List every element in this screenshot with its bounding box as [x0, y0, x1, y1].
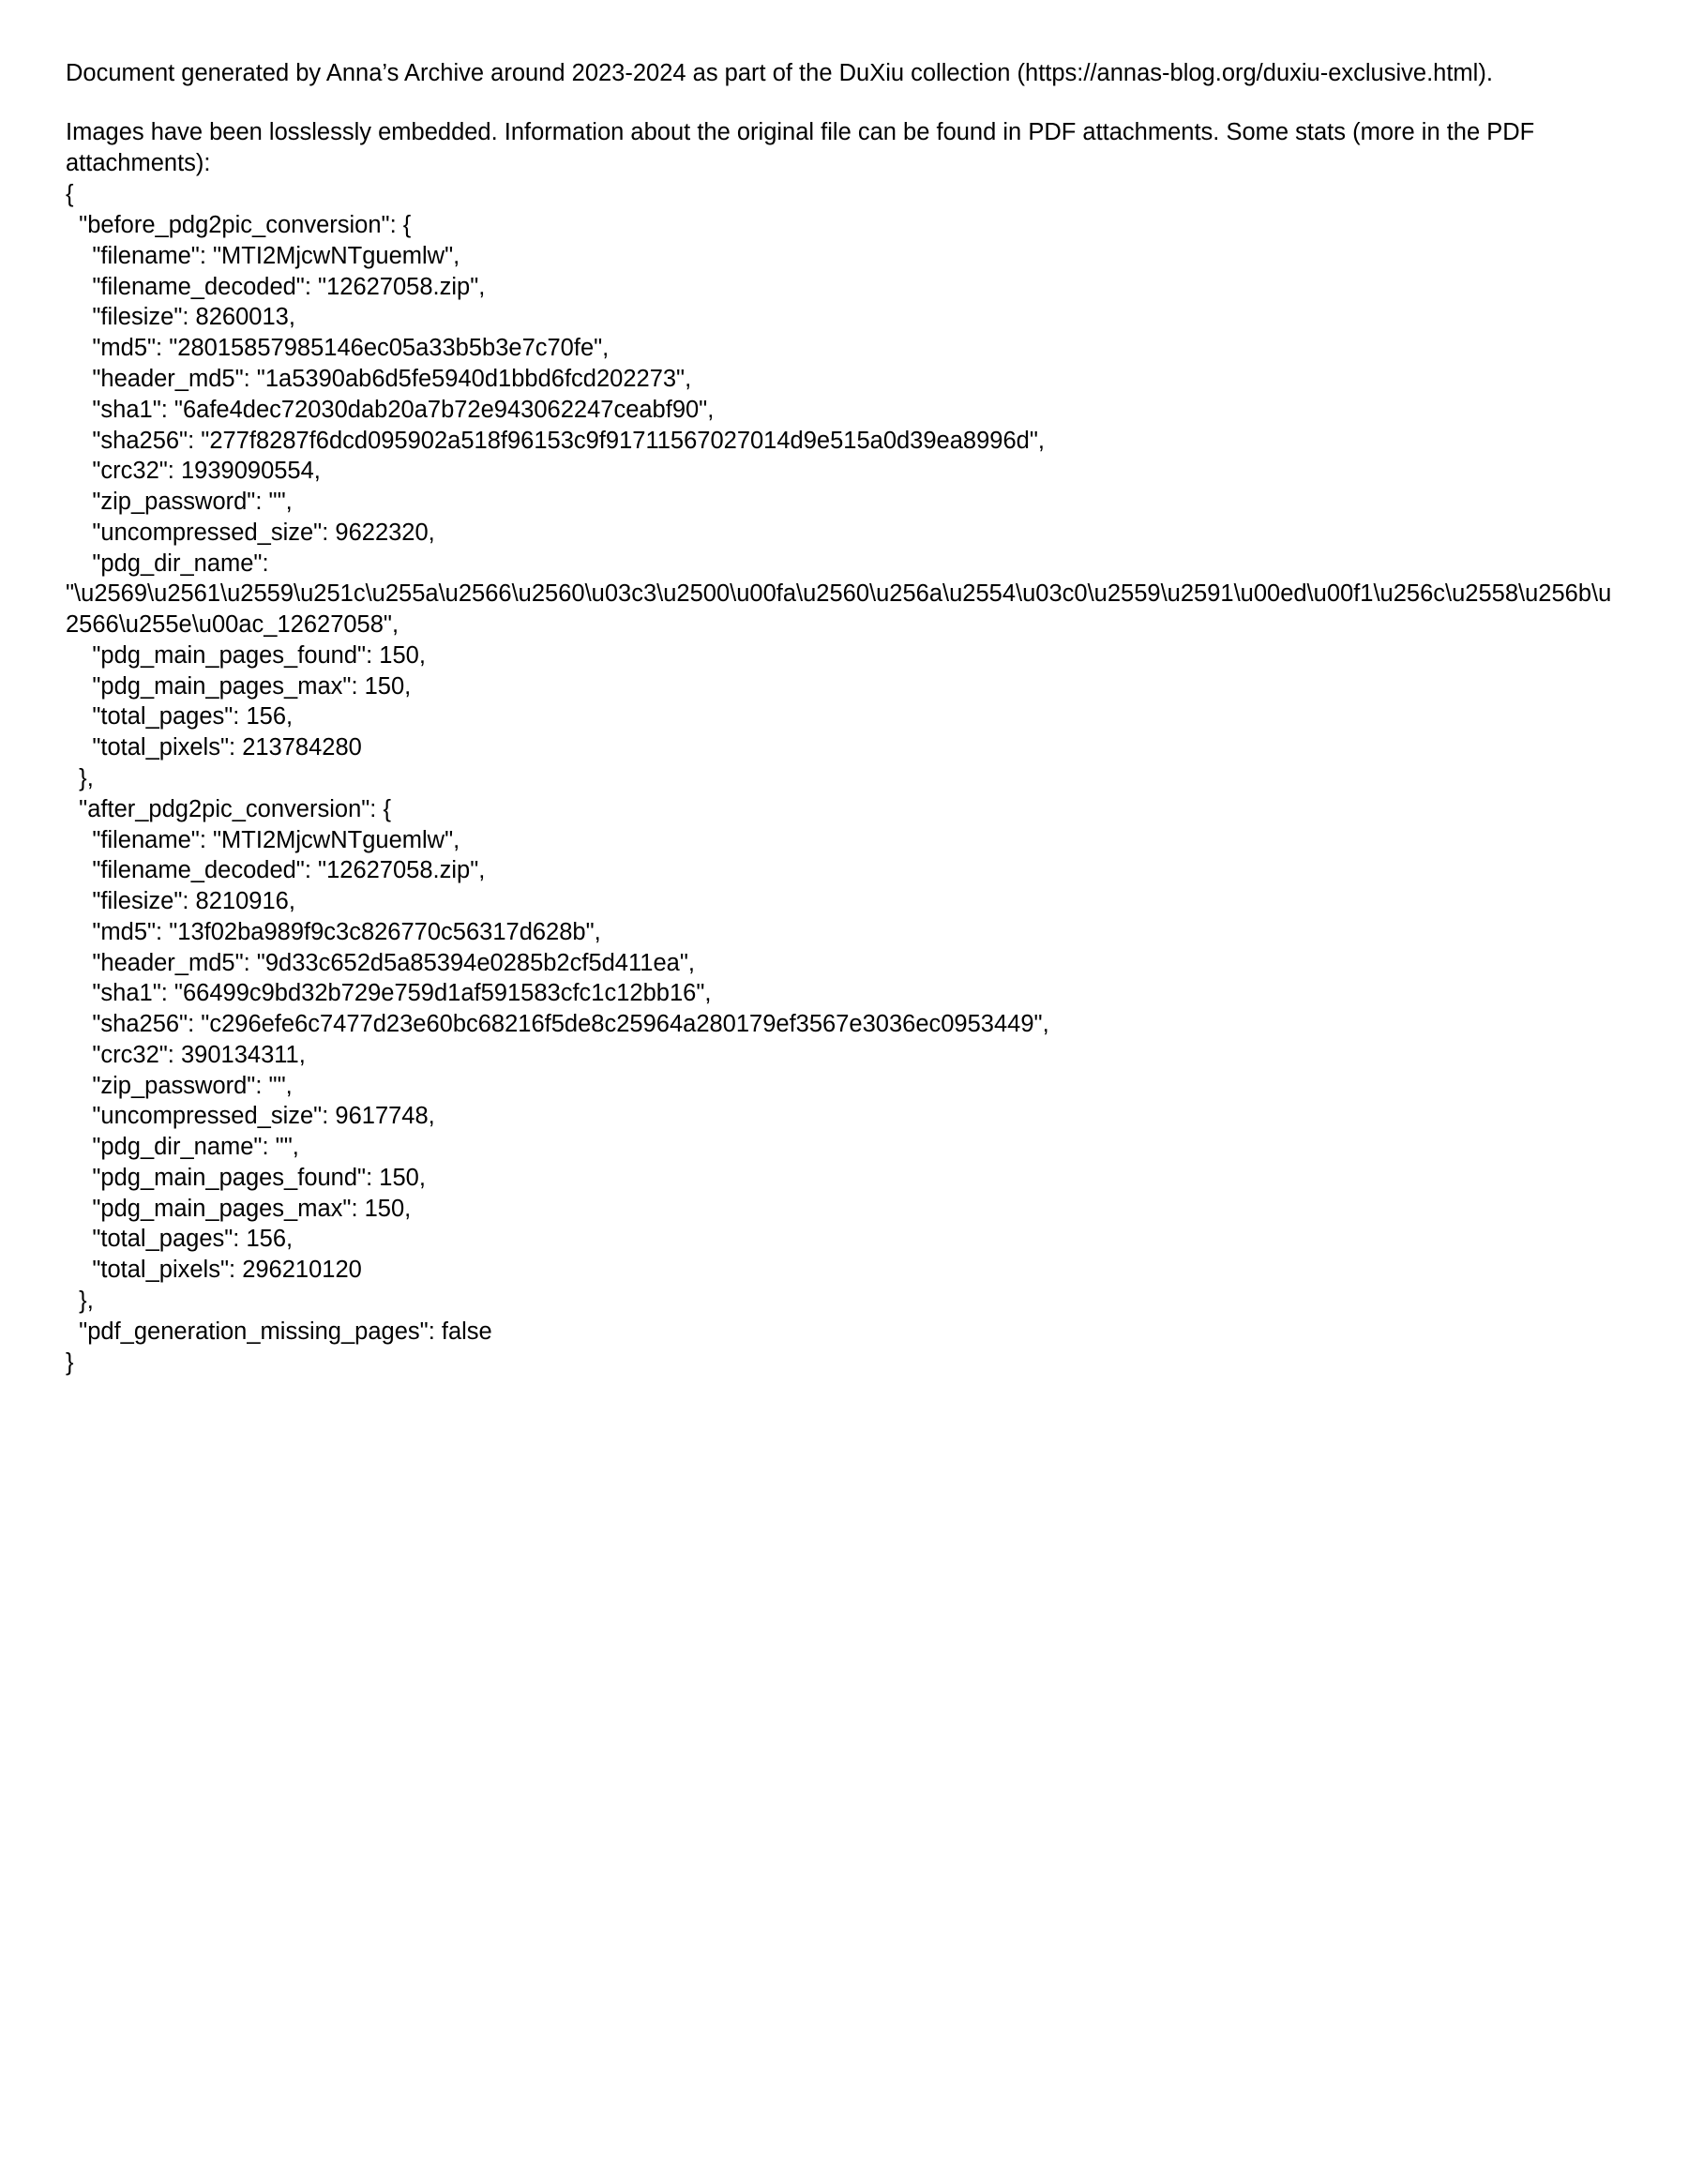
json-line: "total_pixels": 296210120	[66, 1257, 362, 1284]
intro-paragraph-embedded-images: Images have been losslessly embedded. Information about the original file can be found in PDF attachments. Some stats (more in the PDF attachments):	[66, 119, 1542, 177]
json-line: "header_md5": "9d33c652d5a85394e0285b2cf5d411ea",	[66, 949, 695, 976]
json-line: "before_pdg2pic_conversion": {	[66, 212, 412, 239]
intro-paragraph-generated-by: Document generated by Anna’s Archive around 2023-2024 as part of the DuXiu collection (https://annas-blog.org/duxiu-exclusive.html).	[66, 60, 1493, 86]
json-line: "md5": "13f02ba989f9c3c826770c56317d628b",	[66, 918, 601, 945]
json-line: "total_pages": 156,	[66, 1226, 294, 1253]
json-line: "pdg_dir_name": "",	[66, 1134, 299, 1161]
json-line: "zip_password": "",	[66, 489, 293, 516]
json-line: "zip_password": "",	[66, 1072, 293, 1099]
json-line: "pdg_main_pages_max": 150,	[66, 1195, 412, 1222]
json-line: },	[66, 1287, 94, 1314]
json-line: "pdf_generation_missing_pages": false	[66, 1318, 492, 1345]
json-line: "pdg_main_pages_found": 150,	[66, 1164, 426, 1191]
json-line: "sha256": "277f8287f6dcd095902a518f96153c9f91711567027014d9e515a0d39ea8996d",	[66, 427, 1045, 454]
json-line: "sha1": "66499c9bd32b729e759d1af591583cfc1c12bb16",	[66, 980, 712, 1007]
json-line: "pdg_main_pages_found": 150,	[66, 641, 426, 669]
json-line: "total_pixels": 213784280	[66, 734, 362, 761]
json-line: "crc32": 390134311,	[66, 1041, 306, 1068]
json-line: "filesize": 8260013,	[66, 304, 295, 331]
json-line: "pdg_main_pages_max": 150,	[66, 672, 412, 700]
json-line: "filename_decoded": "12627058.zip",	[66, 857, 486, 884]
json-line: }	[66, 1348, 74, 1376]
json-line: },	[66, 764, 94, 791]
json-line: "filename": "MTI2MjcwNTguemlw",	[66, 826, 460, 853]
json-line: "filesize": 8210916,	[66, 888, 295, 915]
json-line: "total_pages": 156,	[66, 703, 294, 731]
json-line: "sha1": "6afe4dec72030dab20a7b72e943062247ceabf90",	[66, 396, 715, 423]
json-line: "uncompressed_size": 9617748,	[66, 1103, 435, 1130]
json-line: "filename_decoded": "12627058.zip",	[66, 273, 486, 300]
json-line: "sha256": "c296efe6c7477d23e60bc68216f5de8c25964a280179ef3567e3036ec0953449",	[66, 1011, 1049, 1038]
json-line: "uncompressed_size": 9622320,	[66, 519, 435, 546]
json-line: "header_md5": "1a5390ab6d5fe5940d1bbd6fcd202273",	[66, 366, 692, 393]
json-line: {	[66, 181, 74, 208]
json-line: "crc32": 1939090554,	[66, 458, 321, 485]
json-line: "after_pdg2pic_conversion": {	[66, 795, 391, 822]
stats-json-block	[66, 179, 1622, 1378]
json-line: "pdg_dir_name": "\u2569\u2561\u2559\u251c\u255a\u2566\u2560\u03c3\u2500\u00fa\u2560\u256a\u2554\u03c0\u2559\u2591\u00ed\u00f1\u256c\u2558\u256b\u2566\u255e\u00ac_12627058",	[66, 550, 1612, 639]
json-line: "filename": "MTI2MjcwNTguemlw",	[66, 242, 460, 269]
json-line: "md5": "28015857985146ec05a33b5b3e7c70fe",	[66, 335, 610, 362]
